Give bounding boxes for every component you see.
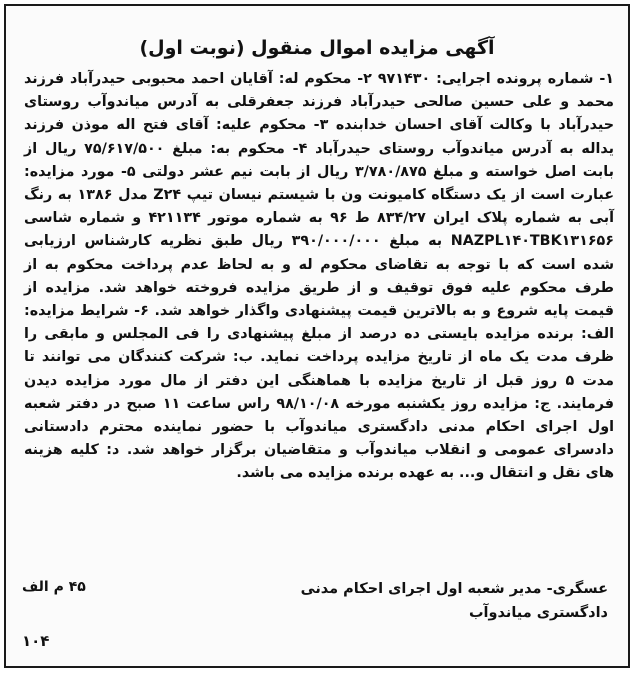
notice-signature [301, 577, 608, 625]
notice-title: آگهی مزایده اموال منقول (نوبت اول) [139, 37, 495, 59]
notice-code: ۴۵ م الف [22, 579, 86, 595]
page-number: ۱۰۴ [22, 632, 50, 650]
notice-body: ۱- شماره پرونده اجرایی: ۹۷۱۴۳۰ ۲- محکوم له: آقایان احمد محبوبی حیدرآباد فرزند محمد و علی حسین صالحی حیدرآباد فرزند جعفرقلی به آدرس میاندوآب روستای حیدرآباد با وکالت آقای احسان خدابنده ۳- محکوم علیه: آقای فتح اله موذن فرزند یداله به آدرس میاندوآب روستای حیدرآباد ۴- محکوم به: مبلغ ۷۵/۶۱۷/۵۰۰ ریال از بابت اصل خواسته و مبلغ ۳/۷۸۰/۸۷۵ ریال از بابت نیم عشر دولتی ۵- مورد مزایده: عبارت است از یک دستگاه کامیونت ون با شیستم نیسان تیپ Z۲۴ مدل ۱۳۸۶ به رنگ آبی به شماره پلاک ایران ۸۳۴/۲۷ ط ۹۶ به شماره موتور ۴۲۱۱۳۴ و شماره شاسی NAZPL۱۴۰TBK۱۳۱۶۵۶ به مبلغ ۳۹۰/۰۰۰/۰۰۰ ریال طبق نظریه کارشناس ارزیابی شده است که با توجه به تقاضای محکوم له و به لحاظ عدم پرداخت محکوم به از طرف محکوم علیه فوق توقیف و از طریق مزایده فروخته خواهد شد. مزایده از قیمت پایه شروع و به بالاترین قیمت پیشنهادی واگذار خواهد شد. ۶- شرایط مزایده: الف: برنده مزایده بایستی ده درصد از مبلغ پیشنهادی را فی المجلس و مابقی را ظرف مدت یک ماه از تاریخ مزایده پرداخت نماید. ب: شرکت کنندگان می توانند تا مدت ۵ روز قبل از تاریخ مزایده با هماهنگی این دفتر از مال مورد مزایده دیدن فرمایند. ج: مزایده روز یکشنبه مورخه ۹۸/۱۰/۰۸ راس ساعت ۱۱ صبح در دفتر شعبه اول اجرای احکام مدنی دادگستری میاندوآب با حضور نماینده محترم دادستانی دادسرای عمومی و انقلاب میاندوآب و متقاضیان برگزار خواهد شد. د: کلیه هزینه های نقل و انتقال و... به عهده برنده مزایده می باشد. [24, 71, 615, 482]
auction-notice [4, 4, 630, 668]
signature-line-1: عسگری- مدیر شعبه اول اجرای احکام مدنی [300, 581, 608, 597]
signature-line-2: دادگستری میاندوآب [468, 605, 608, 621]
